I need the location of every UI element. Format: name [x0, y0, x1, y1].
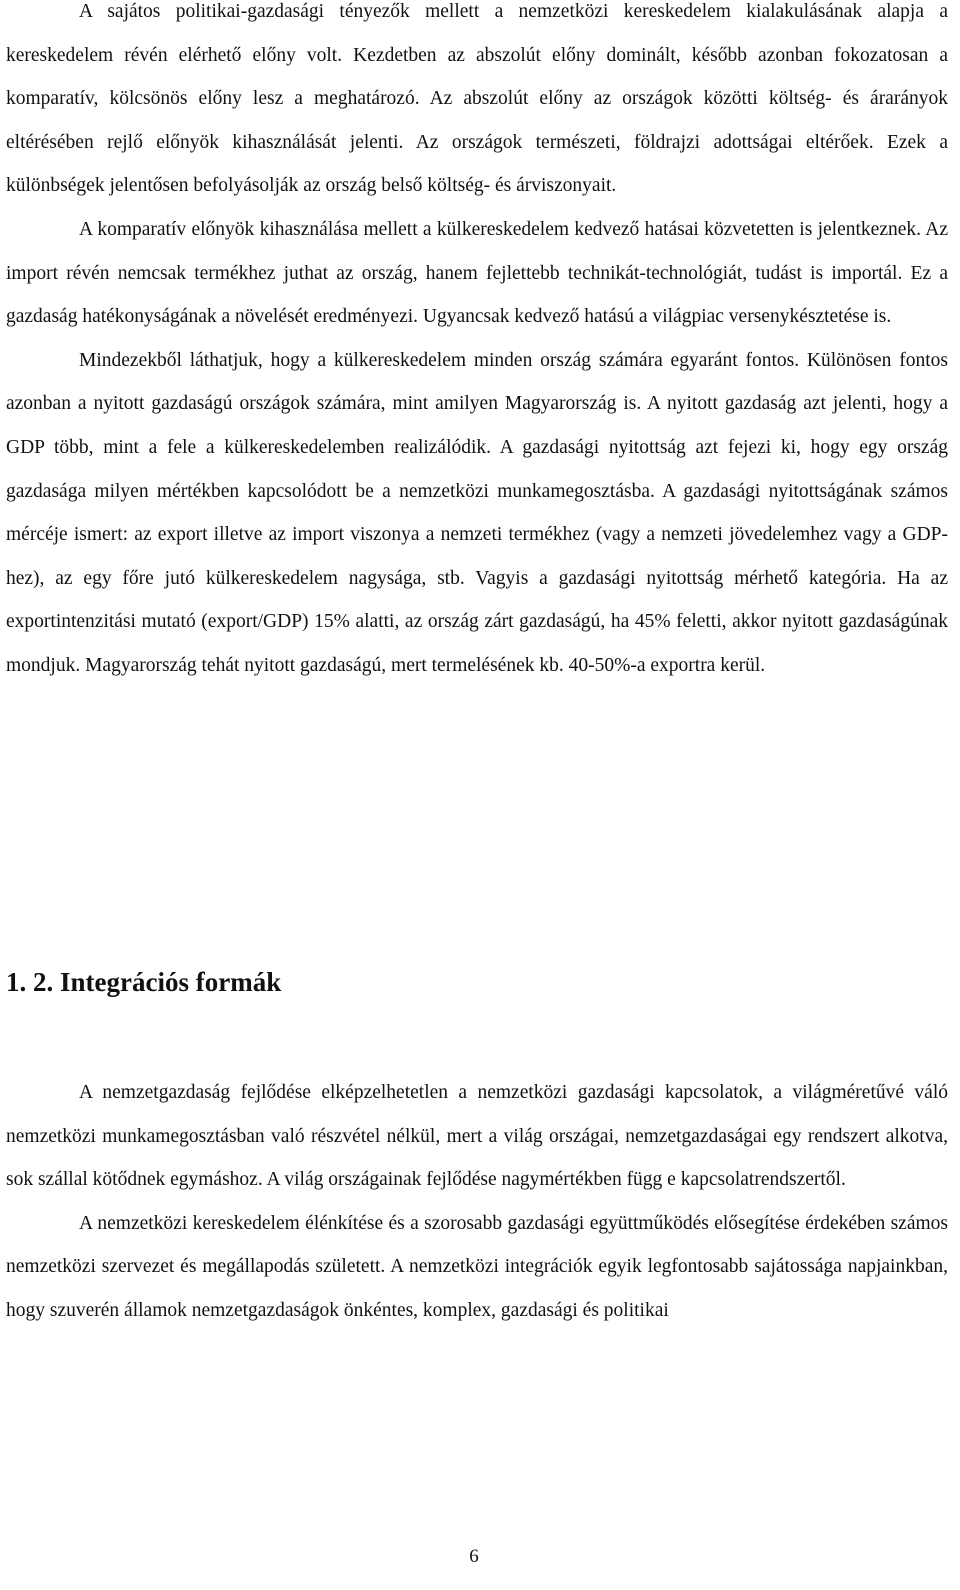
paragraph-2: A komparatív előnyök kihasználása mellett a külkereskedelem kedvező hatásai közvetetten is jelentkeznek. Az import révén nemcsak termékhez juthat az ország, hanem fejlettebb technikát-technológiát, tudást is importál. Ez a gazdaság hatékonyságának a növelését eredményezi. Ugyancsak kedvező hatású a világpiac versenykésztetése is. — [6, 218, 948, 328]
paragraph-3: Mindezekből láthatjuk, hogy a külkereskedelem minden ország számára egyaránt fontos. Különösen fontos azonban a nyitott gazdaságú országok számára, mint amilyen Magyarország is. A nyitott gazdaság azt jelenti, hogy a GDP több, mint a fele a külkereskedelemben realizálódik. A gazdasági nyitottság azt fejezi ki, hogy egy ország gazdasága milyen mértékben kapcsolódott be a nemzetközi munkamegosztásba. A gazdasági nyitottságának számos mércéje ismert: az export illetve az import viszonya a nemzeti termékhez (vagy a nemzeti jövedelemhez vagy a GDP-hez), az egy főre jutó külkereskedelem nagysága, stb. Vagyis a gazdasági nyitottság mérhető kategória. Ha az exportintenzitási mutató (export/GDP) 15% alatti, az ország zárt gazdaságú, ha 45% feletti, akkor nyitott gazdaságúnak mondjuk. Magyarország tehát nyitott gazdaságú, mert termelésének kb. 40-50%-a exportra kerül. — [6, 349, 948, 676]
section-heading: 1. 2. Integrációs formák — [6, 967, 282, 997]
paragraph-5: A nemzetközi kereskedelem élénkítése és a szorosabb gazdasági együttműködés elősegítése érdekében számos nemzetközi szervezet és megállapodás született. A nemzetközi integrációk egyik legfontosabb sajátossága napjainkban, hogy szuverén államok nemzetgazdaságok önkéntes, komplex, gazdasági és politikai — [6, 1212, 948, 1321]
paragraph-1: A sajátos politikai-gazdasági tényezők mellett a nemzetközi kereskedelem kialakulásának alapja a kereskedelem révén elérhető előny volt. Kezdetben az abszolút előny dominált, később azonban fokozatosan a komparatív, kölcsönös előny lesz a meghatározó. Az abszolút előny az országok közötti költség- és árarányok eltérésében rejlő előnyök kihasználását jelenti. Az országok természeti, földrajzi adottságai eltérőek. Ezek a különbségek jelentősen befolyásolják az ország belső költség- és árviszonyait. — [6, 1, 948, 197]
text-block-bottom — [6, 1071, 948, 1333]
text-block-top — [6, 0, 948, 688]
paragraph-4: A nemzetgazdaság fejlődése elképzelhetetlen a nemzetközi gazdasági kapcsolatok, a világméretűvé váló nemzetközi munkamegosztásban való részvétel nélkül, mert a világ országai, nemzetgazdaságai egy rendszert alkotva, sok szállal kötődnek egymáshoz. A világ országainak fejlődése nagymértékben függ e kapcsolatrendszertől. — [6, 1082, 948, 1191]
page-number: 6 — [469, 1546, 479, 1567]
